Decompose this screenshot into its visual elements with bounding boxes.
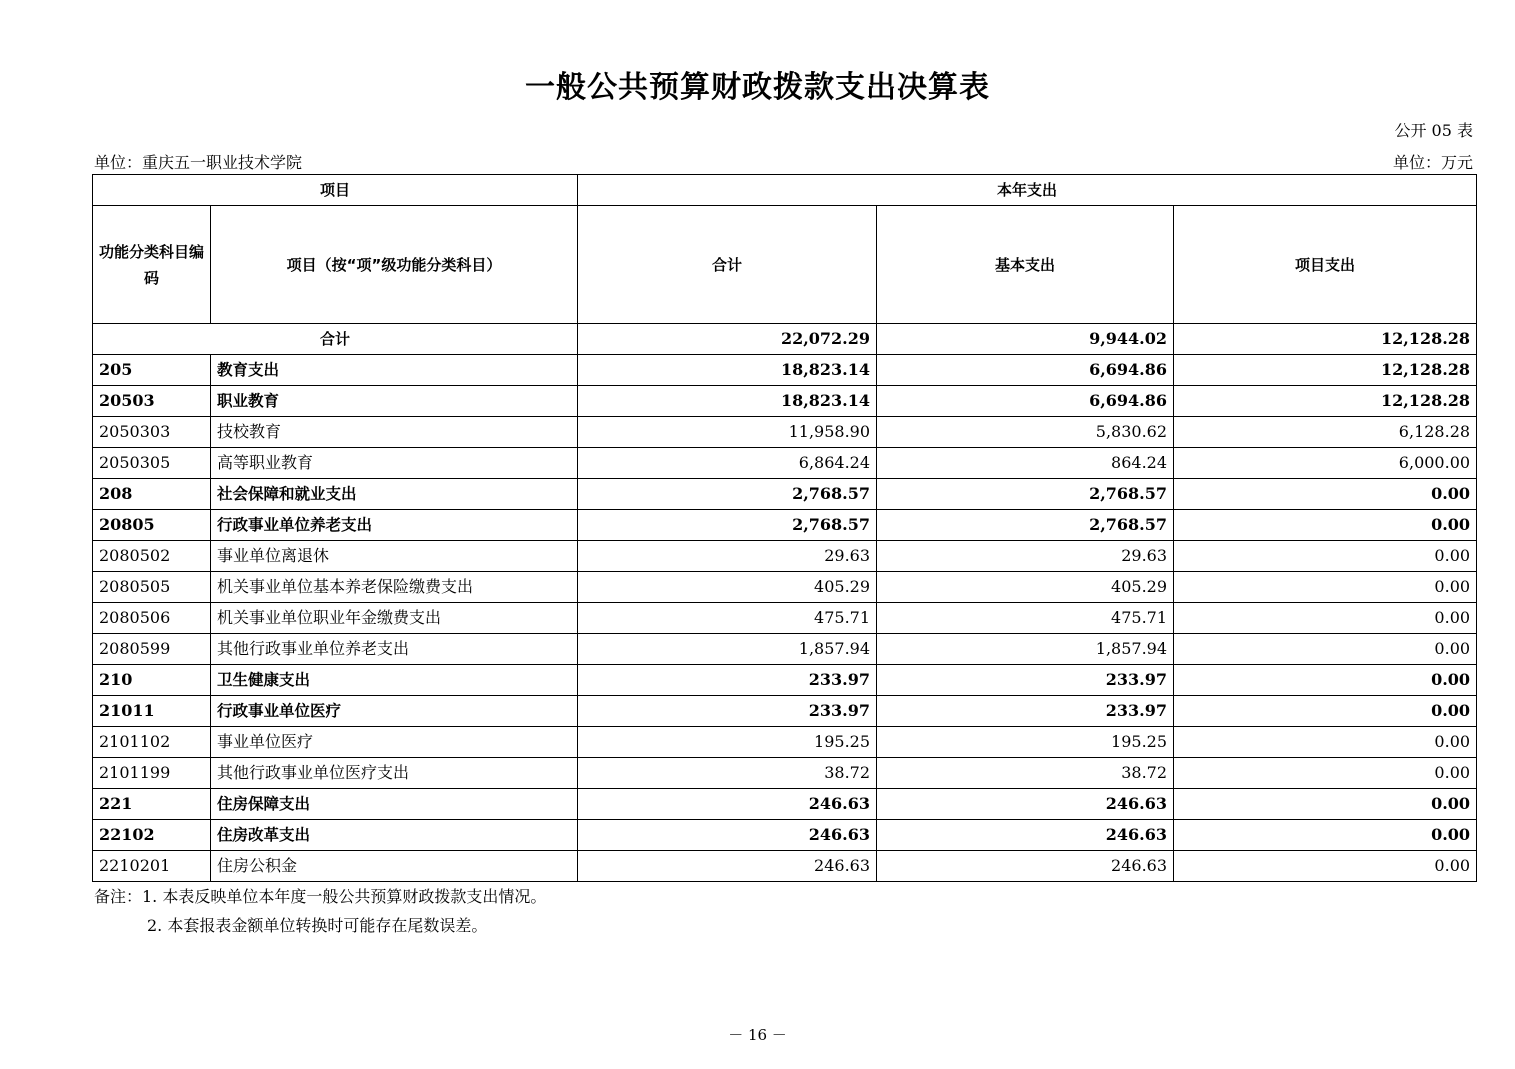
cell-code: 2210201 — [93, 851, 211, 882]
cell-basic: 246.63 — [877, 789, 1174, 820]
cell-code: 210 — [93, 665, 211, 696]
cell-name: 其他行政事业单位养老支出 — [211, 634, 578, 665]
cell-code: 21011 — [93, 696, 211, 727]
cell-name: 机关事业单位职业年金缴费支出 — [211, 603, 578, 634]
cell-total: 233.97 — [578, 696, 877, 727]
cell-basic: 1,857.94 — [877, 634, 1174, 665]
table-row — [93, 727, 1477, 758]
table-row — [93, 820, 1477, 851]
table-row — [93, 572, 1477, 603]
cell-total: 2,768.57 — [578, 510, 877, 541]
cell-basic: 246.63 — [877, 820, 1174, 851]
cell-project: 0.00 — [1174, 851, 1477, 882]
cell-name: 行政事业单位养老支出 — [211, 510, 578, 541]
total-row-basic: 9,944.02 — [877, 324, 1174, 355]
table-row — [93, 541, 1477, 572]
total-row — [93, 324, 1477, 355]
cell-total: 233.97 — [578, 665, 877, 696]
cell-code: 2101102 — [93, 727, 211, 758]
table-row — [93, 789, 1477, 820]
cell-basic: 233.97 — [877, 696, 1174, 727]
cell-name: 卫生健康支出 — [211, 665, 578, 696]
cell-code: 221 — [93, 789, 211, 820]
cell-total: 11,958.90 — [578, 417, 877, 448]
cell-code: 2101199 — [93, 758, 211, 789]
cell-project: 0.00 — [1174, 727, 1477, 758]
unit-organization: 单位：重庆五一职业技术学院 — [94, 153, 303, 172]
cell-project: 0.00 — [1174, 510, 1477, 541]
table-row — [93, 696, 1477, 727]
cell-project: 0.00 — [1174, 758, 1477, 789]
expenditure-table — [92, 174, 1477, 882]
table-row — [93, 386, 1477, 417]
cell-basic: 2,768.57 — [877, 510, 1174, 541]
cell-basic: 38.72 — [877, 758, 1174, 789]
cell-basic: 6,694.86 — [877, 386, 1174, 417]
table-row — [93, 510, 1477, 541]
header-total: 合计 — [578, 206, 877, 324]
header-project: 项目支出 — [1174, 206, 1477, 324]
cell-name: 住房保障支出 — [211, 789, 578, 820]
cell-basic: 29.63 — [877, 541, 1174, 572]
table-row — [93, 417, 1477, 448]
cell-name: 事业单位医疗 — [211, 727, 578, 758]
cell-name: 事业单位离退休 — [211, 541, 578, 572]
note-2: 2. 本套报表金额单位转换时可能存在尾数误差。 — [147, 916, 488, 935]
cell-project: 0.00 — [1174, 603, 1477, 634]
cell-code: 2080502 — [93, 541, 211, 572]
cell-name: 高等职业教育 — [211, 448, 578, 479]
header-row-columns — [93, 206, 1477, 324]
cell-project: 0.00 — [1174, 789, 1477, 820]
header-row-group — [93, 175, 1477, 206]
total-row-total: 22,072.29 — [578, 324, 877, 355]
cell-project: 6,128.28 — [1174, 417, 1477, 448]
header-basic: 基本支出 — [877, 206, 1174, 324]
cell-code: 208 — [93, 479, 211, 510]
header-code: 功能分类科目编码 — [93, 206, 211, 324]
cell-total: 246.63 — [578, 851, 877, 882]
table-row — [93, 634, 1477, 665]
cell-project: 0.00 — [1174, 479, 1477, 510]
cell-project: 0.00 — [1174, 572, 1477, 603]
cell-total: 38.72 — [578, 758, 877, 789]
cell-project: 12,128.28 — [1174, 355, 1477, 386]
cell-basic: 246.63 — [877, 851, 1174, 882]
cell-basic: 2,768.57 — [877, 479, 1174, 510]
cell-code: 2080505 — [93, 572, 211, 603]
table-row — [93, 479, 1477, 510]
cell-total: 475.71 — [578, 603, 877, 634]
form-number: 公开 05 表 — [1394, 121, 1473, 140]
cell-basic: 233.97 — [877, 665, 1174, 696]
cell-basic: 6,694.86 — [877, 355, 1174, 386]
cell-name: 住房公积金 — [211, 851, 578, 882]
cell-total: 246.63 — [578, 820, 877, 851]
cell-code: 22102 — [93, 820, 211, 851]
cell-basic: 405.29 — [877, 572, 1174, 603]
cell-basic: 475.71 — [877, 603, 1174, 634]
cell-total: 18,823.14 — [578, 386, 877, 417]
unit-currency: 单位：万元 — [1392, 153, 1473, 172]
cell-name: 其他行政事业单位医疗支出 — [211, 758, 578, 789]
cell-name: 教育支出 — [211, 355, 578, 386]
header-item-group: 项目 — [93, 175, 578, 206]
cell-project: 6,000.00 — [1174, 448, 1477, 479]
cell-total: 29.63 — [578, 541, 877, 572]
cell-total: 2,768.57 — [578, 479, 877, 510]
cell-project: 0.00 — [1174, 820, 1477, 851]
table-row — [93, 448, 1477, 479]
cell-name: 行政事业单位医疗 — [211, 696, 578, 727]
notes — [94, 882, 546, 940]
cell-project: 0.00 — [1174, 665, 1477, 696]
cell-code: 2050303 — [93, 417, 211, 448]
cell-basic: 864.24 — [877, 448, 1174, 479]
cell-name: 住房改革支出 — [211, 820, 578, 851]
note-1: 备注：1. 本表反映单位本年度一般公共预算财政拨款支出情况。 — [94, 887, 547, 906]
cell-name: 机关事业单位基本养老保险缴费支出 — [211, 572, 578, 603]
cell-project: 0.00 — [1174, 541, 1477, 572]
header-name: 项目（按“项”级功能分类科目） — [211, 206, 578, 324]
cell-code: 2050305 — [93, 448, 211, 479]
cell-code: 20503 — [93, 386, 211, 417]
cell-project: 12,128.28 — [1174, 386, 1477, 417]
cell-code: 20805 — [93, 510, 211, 541]
cell-total: 246.63 — [578, 789, 877, 820]
cell-total: 1,857.94 — [578, 634, 877, 665]
cell-name: 社会保障和就业支出 — [211, 479, 578, 510]
table-row — [93, 355, 1477, 386]
total-row-label: 合计 — [93, 324, 578, 355]
cell-code: 2080506 — [93, 603, 211, 634]
total-row-project: 12,128.28 — [1174, 324, 1477, 355]
cell-name: 职业教育 — [211, 386, 578, 417]
table-row — [93, 603, 1477, 634]
cell-total: 195.25 — [578, 727, 877, 758]
page-title: 一般公共预算财政拨款支出决算表 — [525, 70, 990, 105]
page-number: － 16 － — [728, 1026, 787, 1044]
header-current-year-group: 本年支出 — [578, 175, 1477, 206]
table-row — [93, 851, 1477, 882]
cell-code: 2080599 — [93, 634, 211, 665]
cell-total: 6,864.24 — [578, 448, 877, 479]
cell-project: 0.00 — [1174, 696, 1477, 727]
cell-basic: 195.25 — [877, 727, 1174, 758]
cell-project: 0.00 — [1174, 634, 1477, 665]
table-row — [93, 665, 1477, 696]
cell-name: 技校教育 — [211, 417, 578, 448]
cell-code: 205 — [93, 355, 211, 386]
table-row — [93, 758, 1477, 789]
cell-total: 405.29 — [578, 572, 877, 603]
cell-total: 18,823.14 — [578, 355, 877, 386]
cell-basic: 5,830.62 — [877, 417, 1174, 448]
